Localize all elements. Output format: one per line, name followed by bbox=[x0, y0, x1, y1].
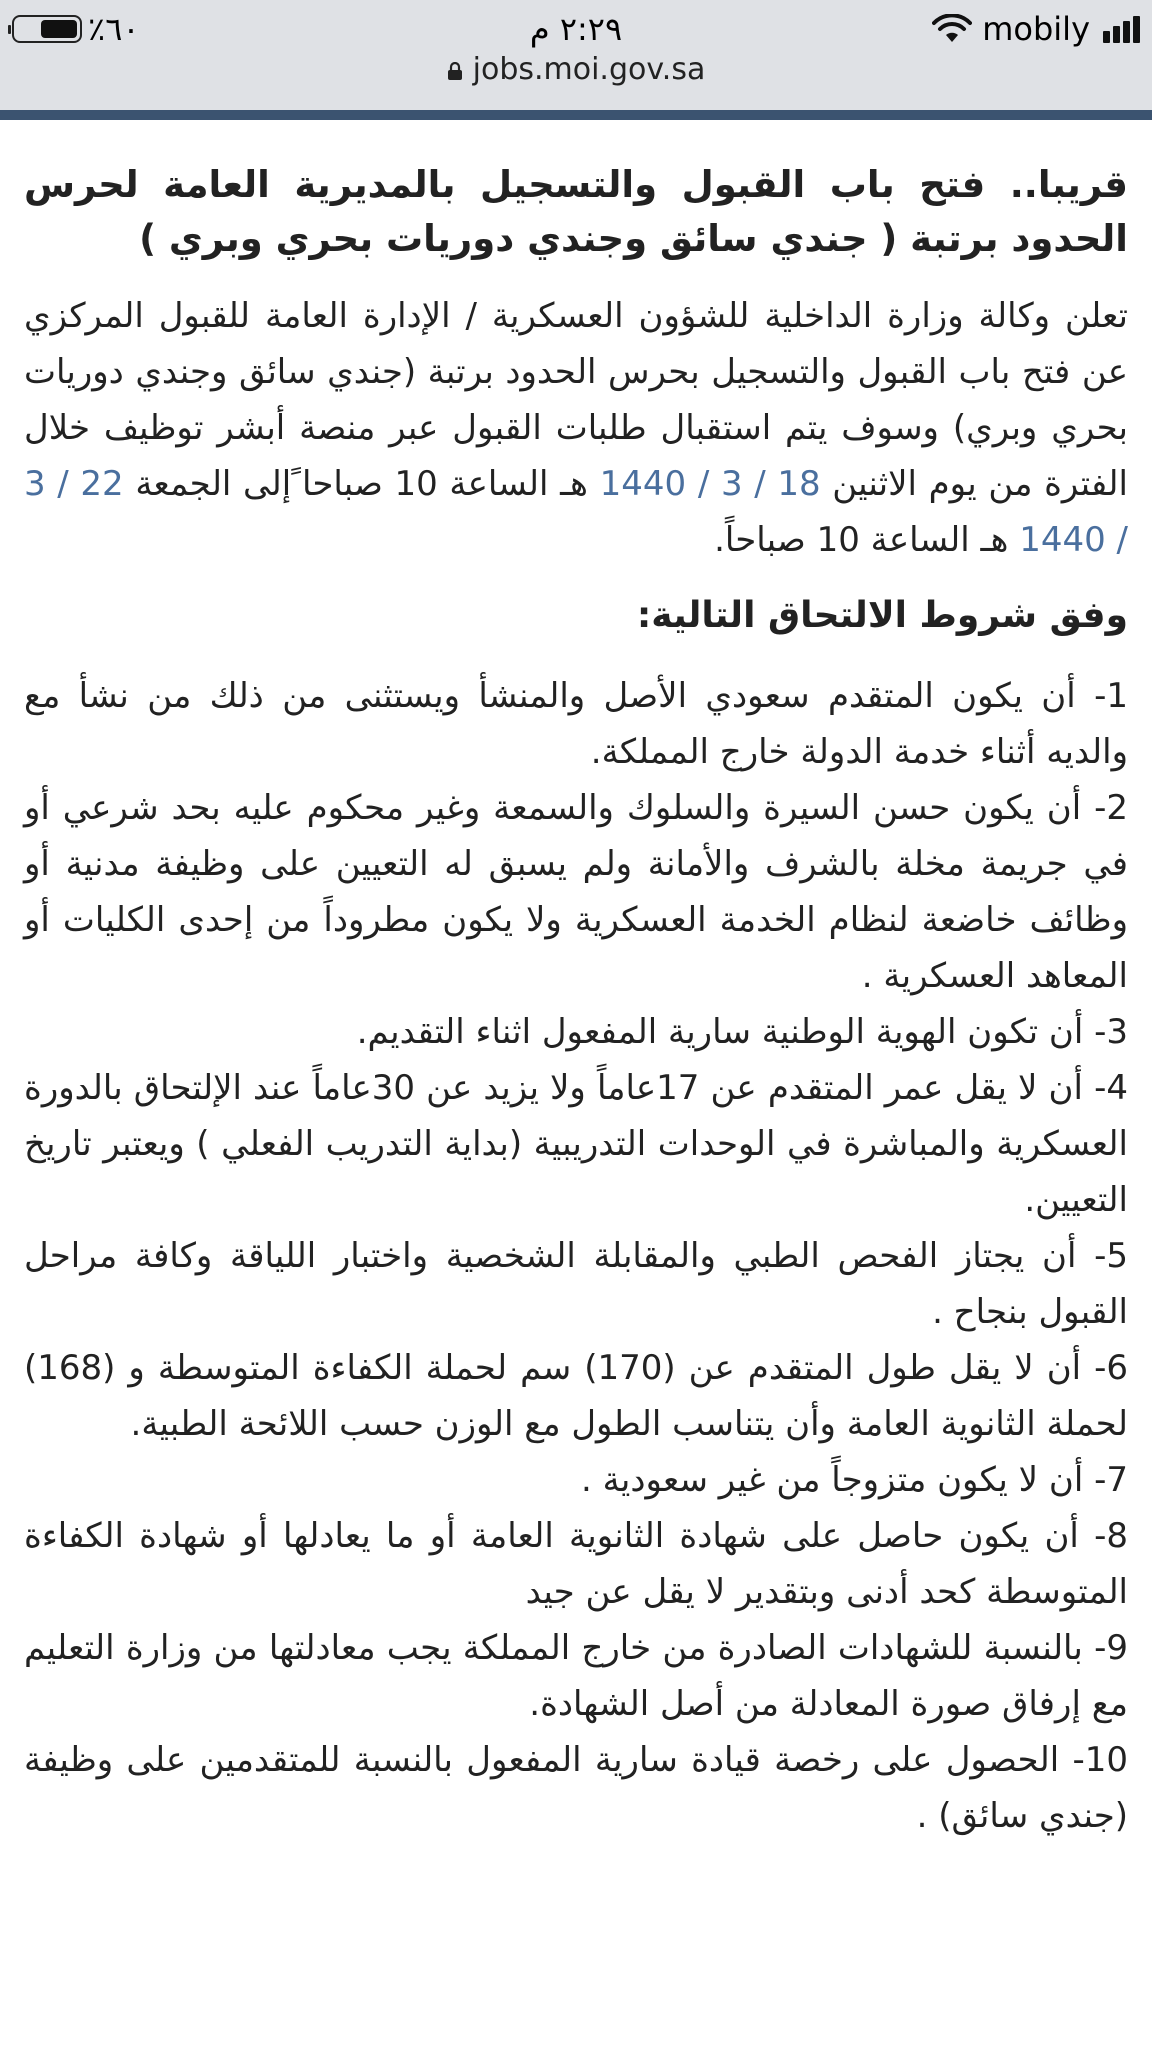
article-intro bbox=[24, 288, 1128, 568]
intro-text-3: هـ الساعة 10 صباحاً. bbox=[714, 520, 1009, 560]
intro-text-2: هـ الساعة 10 صباحا ًإلى الجمعة bbox=[135, 464, 588, 504]
carrier-name: mobily bbox=[982, 10, 1090, 48]
signal-icon bbox=[1100, 15, 1140, 43]
network-group bbox=[932, 10, 1140, 48]
condition-item: 9- بالنسبة للشهادات الصادرة من خارج المملكة يجب معادلتها من وزارة التعليم مع إرفاق صورة المعادلة من أصل الشهادة. bbox=[24, 1628, 1128, 1724]
article-title: قريبا.. فتح باب القبول والتسجيل بالمديرية العامة لحرس الحدود برتبة ( جندي سائق وجندي دوريات بحري وبري ) bbox=[24, 163, 1128, 260]
intro-text-1: تعلن وكالة وزارة الداخلية للشؤون العسكرية / الإدارة العامة للقبول المركزي عن فتح باب القبول والتسجيل بحرس الحدود برتبة (جندي سائق وجندي دوريات بحري وبري) وسوف يتم استقبال طلبات القبول عبر منصة أبشر توظيف خلال الفترة من يوم الاثنين bbox=[24, 296, 1128, 504]
status-bar bbox=[0, 6, 1152, 54]
condition-item: 4- أن لا يقل عمر المتقدم عن 17عاماً ولا يزيد عن 30عاماً عند الإلتحاق بالدورة العسكرية والمباشرة في الوحدات التدريبية (بداية التدريب الفعلي ) ويعتبر تاريخ التعيين. bbox=[24, 1068, 1128, 1220]
browser-chrome bbox=[0, 0, 1152, 110]
start-date-link[interactable]: 18 / 3 / 1440 bbox=[599, 464, 821, 504]
conditions-list bbox=[24, 668, 1128, 1844]
condition-item: 2- أن يكون حسن السيرة والسلوك والسمعة وغير محكوم عليه بحد شرعي أو في جريمة مخلة بالشرف والأمانة ولم يسبق له التعيين على وظيفة مدنية أو وظائف خاضعة لنظام الخدمة العسكرية ولا يكون مطروداً من إحدى الكليات أو المعاهد العسكرية . bbox=[24, 788, 1128, 996]
battery-percent: ٪٦٠ bbox=[88, 10, 140, 48]
status-time: ٢:٢٩ م bbox=[529, 10, 623, 48]
conditions-heading: وفق شروط الالتحاق التالية: bbox=[636, 595, 1128, 636]
address-bar[interactable] bbox=[0, 52, 1152, 87]
wifi-icon bbox=[932, 14, 972, 44]
lock-icon bbox=[447, 62, 463, 80]
article-content bbox=[24, 158, 1128, 1844]
page-load-bar bbox=[0, 110, 1152, 120]
condition-item: 5- أن يجتاز الفحص الطبي والمقابلة الشخصية واختبار اللياقة وكافة مراحل القبول بنجاح . bbox=[24, 1236, 1128, 1332]
condition-item: 10- الحصول على رخصة قيادة سارية المفعول بالنسبة للمتقدمين على وظيفة (جندي سائق) . bbox=[24, 1740, 1128, 1836]
condition-item: 1- أن يكون المتقدم سعودي الأصل والمنشأ ويستثنى من ذلك من نشأ مع والديه أثناء خدمة الدولة خارج المملكة. bbox=[24, 676, 1128, 772]
condition-item: 8- أن يكون حاصل على شهادة الثانوية العامة أو ما يعادلها أو شهادة الكفاءة المتوسطة كحد أدنى وبتقدير لا يقل عن جيد bbox=[24, 1516, 1128, 1612]
condition-item: 3- أن تكون الهوية الوطنية سارية المفعول اثناء التقديم. bbox=[356, 1012, 1128, 1052]
condition-item: 6- أن لا يقل طول المتقدم عن (170) سم لحملة الكفاءة المتوسطة و (168) لحملة الثانوية العامة وأن يتناسب الطول مع الوزن حسب اللائحة الطبية. bbox=[24, 1348, 1129, 1444]
condition-item: 7- أن لا يكون متزوجاً من غير سعودية . bbox=[581, 1460, 1128, 1500]
url-text: jobs.moi.gov.sa bbox=[472, 52, 706, 87]
end-date-link[interactable]: 22 / 3 / 1440 bbox=[24, 464, 1128, 560]
